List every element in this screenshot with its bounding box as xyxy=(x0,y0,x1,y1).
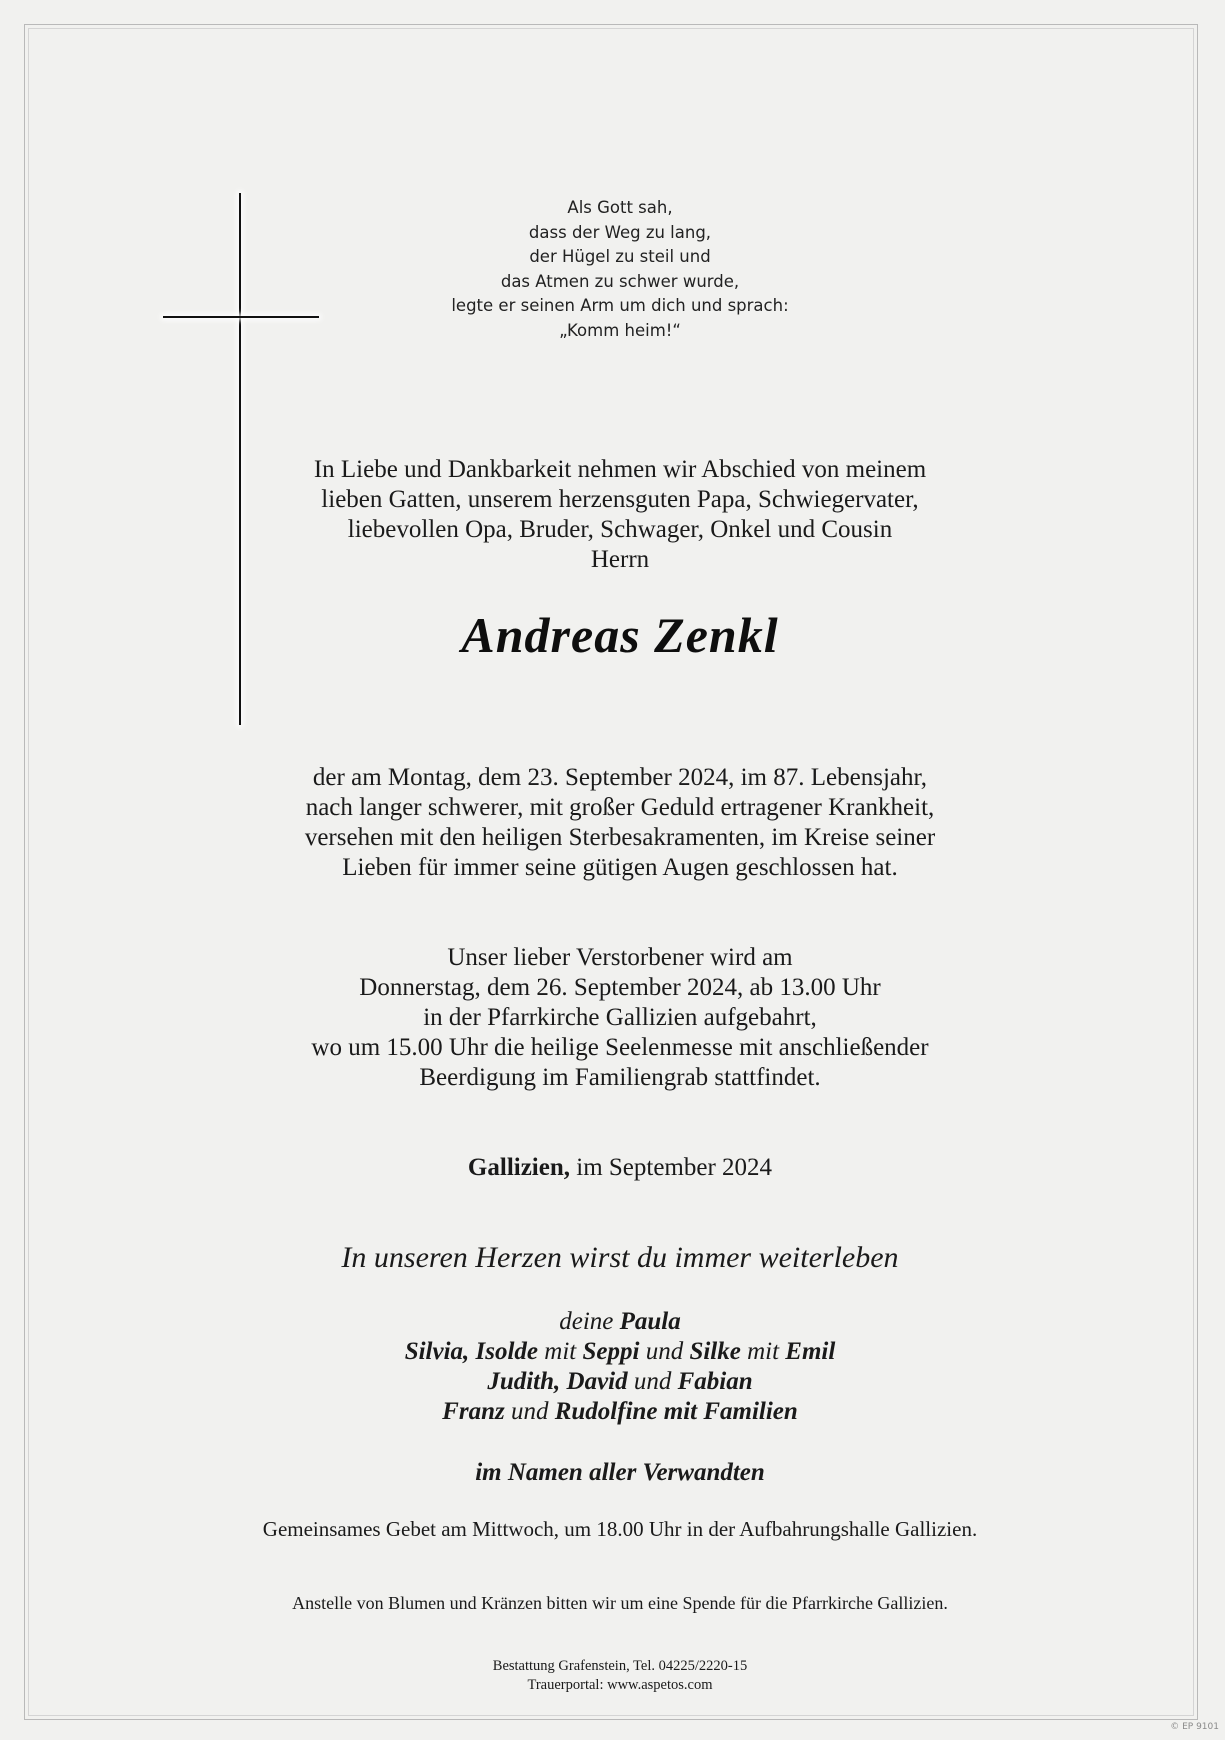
poem-line: der Hügel zu steil und xyxy=(529,247,711,266)
family-text: und xyxy=(627,1368,678,1395)
template-code: © EP 9101 xyxy=(1170,1722,1219,1732)
family-member: Paula xyxy=(619,1308,681,1335)
family-member: Emil xyxy=(785,1338,836,1365)
funeral-line: Donnerstag, dem 26. September 2024, ab 13.00 Uhr xyxy=(359,974,881,1001)
funeral-line: wo um 15.00 Uhr die heilige Seelenmesse mit anschließender xyxy=(311,1034,929,1061)
intro-line: lieben Gatten, unserem herzensguten Papa, Schwiegervater, xyxy=(321,486,919,513)
death-line: versehen mit den heiligen Sterbesakramenten, im Kreise seiner xyxy=(304,824,936,851)
family-line xyxy=(200,1337,1040,1367)
footer xyxy=(200,1657,1040,1695)
family-text: mit xyxy=(538,1338,583,1365)
death-line: der am Montag, dem 23. September 2024, im 87. Lebensjahr, xyxy=(312,764,928,791)
place: Gallizien, xyxy=(467,1154,570,1181)
mourning-portal: Trauerportal: www.aspetos.com xyxy=(527,1677,713,1693)
family-member: Rudolfine mit Familien xyxy=(554,1398,798,1425)
family-text: und xyxy=(639,1338,690,1365)
relatives-line: im Namen aller Verwandten xyxy=(475,1459,765,1486)
poem-line: legte er seinen Arm um dich und sprach: xyxy=(451,296,789,315)
family-member: Fabian xyxy=(677,1368,753,1395)
family-member: Silvia, Isolde xyxy=(404,1338,539,1365)
intro-text xyxy=(200,455,1040,575)
death-line: Lieben für immer seine gütigen Augen geschlossen hat. xyxy=(342,854,898,881)
prayer-notice: Gemeinsames Gebet am Mittwoch, um 18.00 Uhr in der Aufbahrungshalle Gallizien. xyxy=(262,1517,978,1541)
intro-line: liebevollen Opa, Bruder, Schwager, Onkel und Cousin xyxy=(347,516,893,543)
family-member: Franz xyxy=(442,1398,505,1425)
family-text: mit xyxy=(740,1338,786,1365)
donation-notice: Anstelle von Blumen und Kränzen bitten wir um eine Spende für die Pfarrkirche Gallizien. xyxy=(292,1593,948,1613)
funeral-line: Beerdigung im Familiengrab stattfindet. xyxy=(419,1064,821,1091)
poem-line: das Atmen zu schwer wurde, xyxy=(500,271,740,291)
poem-line: Als Gott sah, xyxy=(567,198,673,217)
family-list xyxy=(200,1307,1040,1427)
intro-line: Herrn xyxy=(590,546,650,573)
poem-line: „Komm heim!“ xyxy=(559,320,681,340)
family-line xyxy=(200,1307,1040,1337)
place-and-date xyxy=(200,1153,1040,1183)
deceased-name: Andreas Zenkl xyxy=(461,607,779,663)
funeral-home-contact: Bestattung Grafenstein, Tel. 04225/2220-15 xyxy=(492,1658,748,1674)
death-line: nach langer schwerer, mit großer Geduld ertragener Krankheit, xyxy=(305,794,935,821)
funeral-line: in der Pfarrkirche Gallizien aufgebahrt, xyxy=(423,1004,817,1031)
family-member: Judith, David xyxy=(487,1368,628,1395)
intro-line: In Liebe und Dankbarkeit nehmen wir Abschied von meinem xyxy=(313,456,927,483)
death-notice xyxy=(200,763,1040,883)
date: im September 2024 xyxy=(570,1154,773,1181)
family-text: und xyxy=(504,1398,555,1425)
family-member: Seppi xyxy=(582,1338,640,1365)
family-line xyxy=(200,1397,1040,1427)
family-line xyxy=(200,1367,1040,1397)
family-text: deine xyxy=(559,1308,620,1335)
motto: In unseren Herzen wirst du immer weiterleben xyxy=(341,1241,899,1274)
poem xyxy=(200,196,1040,343)
family-member: Silke xyxy=(689,1338,741,1365)
funeral-details xyxy=(200,943,1040,1093)
funeral-line: Unser lieber Verstorbener wird am xyxy=(447,944,793,971)
poem-line: dass der Weg zu lang, xyxy=(528,222,712,242)
